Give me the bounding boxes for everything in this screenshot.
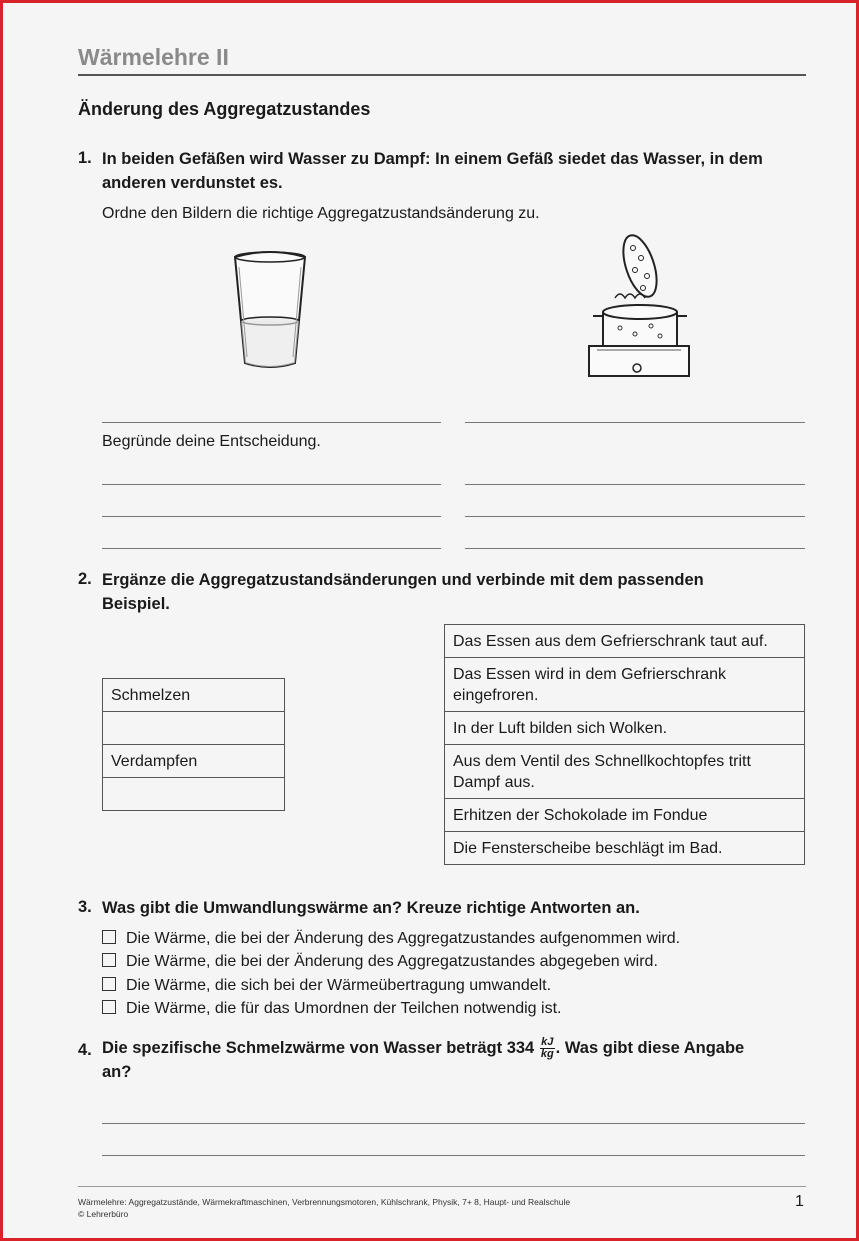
example-cell: Das Essen aus dem Gefrierschrank taut auf. bbox=[445, 625, 805, 658]
answer-line[interactable] bbox=[102, 548, 441, 549]
q3-option-label: Die Wärme, die bei der Änderung des Aggregatzustandes aufgenommen wird. bbox=[126, 930, 681, 947]
page-title: Wärmelehre II bbox=[78, 44, 229, 70]
example-cell: Die Fensterscheibe beschlägt im Bad. bbox=[445, 832, 805, 865]
answer-line[interactable] bbox=[102, 516, 441, 517]
q2-text-line1: Ergänze die Aggregatzustandsänderungen und verbinde mit dem passenden bbox=[102, 571, 704, 589]
page-number: 1 bbox=[795, 1193, 804, 1210]
unit-numerator: kJ bbox=[541, 1036, 554, 1049]
q1-instruction: Ordne den Bildern die richtige Aggregatzustandsänderung zu. bbox=[102, 205, 540, 222]
answer-line[interactable] bbox=[465, 548, 805, 549]
footer-divider bbox=[78, 1186, 806, 1187]
answer-line[interactable] bbox=[102, 422, 441, 423]
answer-line[interactable] bbox=[465, 422, 805, 423]
example-table bbox=[444, 624, 805, 865]
q4-text-line1 bbox=[102, 1036, 744, 1060]
q3-text-line: Was gibt die Umwandlungswärme an? Kreuze richtige Antworten an. bbox=[102, 899, 640, 917]
example-cell: Aus dem Ventil des Schnellkochtopfes tritt Dampf aus. bbox=[445, 745, 805, 799]
state-change-cell: Verdampfen bbox=[103, 745, 285, 778]
unit-fraction bbox=[540, 1037, 555, 1060]
q3-option[interactable] bbox=[102, 977, 551, 995]
q4-number: 4. bbox=[78, 1041, 92, 1059]
q2-text-line2: Beispiel. bbox=[102, 595, 170, 613]
q3-option-label: Die Wärme, die bei der Änderung des Aggregatzustandes abgegeben wird. bbox=[126, 953, 658, 970]
q3-option-label: Die Wärme, die für das Umordnen der Teilchen notwendig ist. bbox=[126, 1000, 562, 1017]
q2-text bbox=[102, 568, 704, 616]
q1-reason-prompt: Begründe deine Entscheidung. bbox=[102, 433, 321, 450]
checkbox-icon[interactable] bbox=[102, 953, 116, 967]
footer-line1: Wärmelehre: Aggregatzustände, Wärmekraftmaschinen, Verbrennungsmotoren, Kühlschrank, Physik, 7+ 8, Haupt- und Realschule bbox=[78, 1197, 571, 1207]
q1-number: 1. bbox=[78, 149, 92, 167]
q3-number: 3. bbox=[78, 898, 92, 916]
q1-text bbox=[102, 147, 763, 195]
q4-text-before: Die spezifische Schmelzwärme von Wasser beträgt 334 bbox=[102, 1039, 535, 1057]
checkbox-icon[interactable] bbox=[102, 930, 116, 944]
state-change-blank-cell[interactable] bbox=[103, 712, 285, 745]
state-change-table bbox=[102, 678, 285, 811]
q4-text-line2: an? bbox=[102, 1063, 132, 1082]
q3-option[interactable] bbox=[102, 930, 680, 948]
checkbox-icon[interactable] bbox=[102, 1000, 116, 1014]
answer-line[interactable] bbox=[465, 484, 805, 485]
example-cell: Das Essen wird in dem Gefrierschrank eingefroren. bbox=[445, 658, 805, 712]
q4-text-after: . Was gibt diese Angabe bbox=[555, 1039, 745, 1057]
q3-option-label: Die Wärme, die sich bei der Wärmeübertragung umwandelt. bbox=[126, 977, 552, 994]
state-change-blank-cell[interactable] bbox=[103, 778, 285, 811]
q4-text bbox=[102, 1036, 744, 1084]
example-cell: In der Luft bilden sich Wolken. bbox=[445, 712, 805, 745]
footer-copyright: © Lehrerbüro bbox=[78, 1209, 129, 1219]
footer bbox=[78, 1196, 570, 1220]
answer-line[interactable] bbox=[102, 484, 441, 485]
answer-line[interactable] bbox=[102, 1123, 805, 1124]
answer-line[interactable] bbox=[465, 516, 805, 517]
section-title: Änderung des Aggregatzustandes bbox=[78, 99, 371, 119]
q1-text-line2: anderen verdunstet es. bbox=[102, 174, 283, 192]
q2-number: 2. bbox=[78, 570, 92, 588]
answer-line[interactable] bbox=[102, 1155, 805, 1156]
boiling-pot-image bbox=[585, 228, 695, 380]
checkbox-icon[interactable] bbox=[102, 977, 116, 991]
q3-text bbox=[102, 896, 640, 920]
state-change-cell: Schmelzen bbox=[103, 679, 285, 712]
q1-text-line1: In beiden Gefäßen wird Wasser zu Dampf: In einem Gefäß siedet das Wasser, in dem bbox=[102, 150, 763, 168]
example-cell: Erhitzen der Schokolade im Fondue bbox=[445, 799, 805, 832]
title-divider bbox=[78, 74, 806, 76]
q3-option[interactable] bbox=[102, 953, 658, 971]
q3-option[interactable] bbox=[102, 1000, 561, 1018]
unit-denominator: kg bbox=[540, 1048, 554, 1061]
glass-of-water-image bbox=[225, 247, 315, 372]
